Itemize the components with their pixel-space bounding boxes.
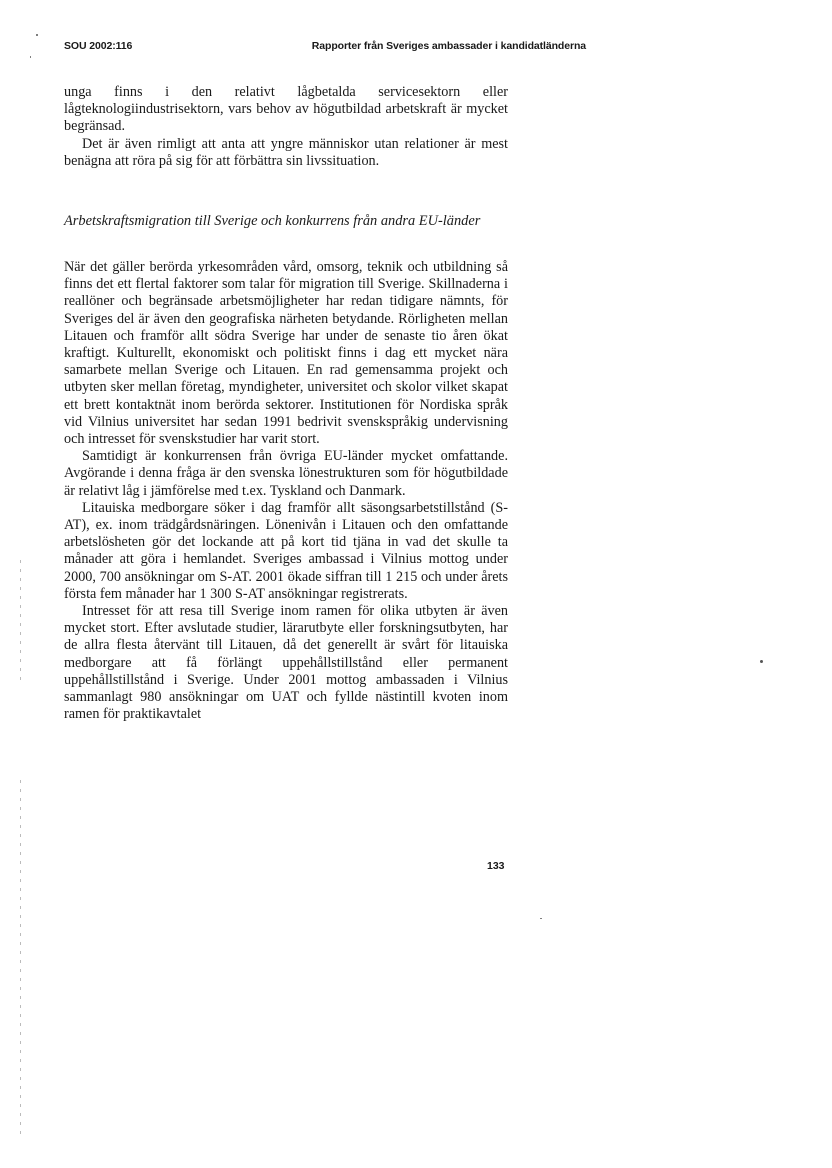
paragraph: Intresset för att resa till Sverige inom ramen för olika utbyten är även mycket stort. Efter avslutade studier, lärarutbyte eller forskningsutbyten, har de allra flesta återvänt till Litauen, då det generellt är svårt för litauiska medborgare att få förlängt uppehållstillstånd eller permanent uppehållstillstånd i Sverige. Under 2001 mottog ambassaden i Vilnius sammanlagt 980 ansökningar om UAT och fyllde nästintill kvoten inom ramen för praktikavtalet <box>64 603 508 723</box>
scan-edge-mark <box>20 780 21 1140</box>
running-header <box>64 40 586 52</box>
header-report-id: SOU 2002:116 <box>64 40 133 52</box>
paragraph: unga finns i den relativt lågbetalda servicesektorn eller lågteknologiindustrisektorn, vars behov av högutbildad arbetskraft är mycket begränsad. <box>64 84 508 135</box>
paragraph: Samtidigt är konkurrensen från övriga EU-länder mycket omfattande. Avgörande i denna fråga är den svenska lönestrukturen som för högutbildade är relativt låg i jämförelse med t.ex. Tyskland och Danmark. <box>64 448 508 499</box>
scan-edge-mark <box>20 560 21 680</box>
section-heading: Arbetskraftsmigration till Sverige och konkurrens från andra EU-länder <box>64 213 481 229</box>
scan-speck <box>760 660 763 663</box>
header-report-title: Rapporter från Sveriges ambassader i kandidatländerna <box>311 40 586 52</box>
paragraph: Litauiska medborgare söker i dag framför allt säsongsarbetstillstånd (S-AT), ex. inom trädgårdsnäringen. Lönenivån i Litauen och den omfattande arbetslösheten gör det lockande att på kort tid tjäna in vad det skulle ta månader att göra i hemlandet. Sveriges ambassad i Vilnius mottog under 2000, 700 ansökningar om S-AT. 2001 ökade siffran till 1 215 och under årets första fem månader har 1 300 S-AT ansökningar registrerats. <box>64 499 508 602</box>
intro-text-block <box>64 84 508 170</box>
scan-speck <box>30 56 31 58</box>
paragraph: När det gäller berörda yrkesområden vård, omsorg, teknik och utbildning så finns det ett flertal faktorer som talar för migration till Sverige. Skillnaderna i reallöner och begränsade arbetsmöjligheter har redan tidigare nämnts, för Sveriges del är även den geografiska närheten betydande. Rörligheten mellan Litauen och framför allt södra Sverige har under de senaste tio åren ökat kraftigt. Kulturellt, ekonomiskt och politiskt finns i dag ett mycket nära samarbete mellan Sverige och Litauen. En rad gemensamma projekt och utbyten sker mellan företag, myndigheter, universitet och skolor vilket skapat ett brett kontaktnät inom berörda sektorer. Institutionen för Nordiska språk vid Vilnius universitet har sedan 1991 bedrivit svenskspråkig undervisning och intresset för svenskstudier har varit stort. <box>64 259 508 448</box>
scan-speck <box>36 34 38 36</box>
scan-speck <box>540 918 542 919</box>
section-text-block <box>64 259 508 723</box>
page-number: 133 <box>487 860 505 872</box>
paragraph: Det är även rimligt att anta att yngre människor utan relationer är mest benägna att röra på sig för att förbättra sin livssituation. <box>64 135 508 169</box>
